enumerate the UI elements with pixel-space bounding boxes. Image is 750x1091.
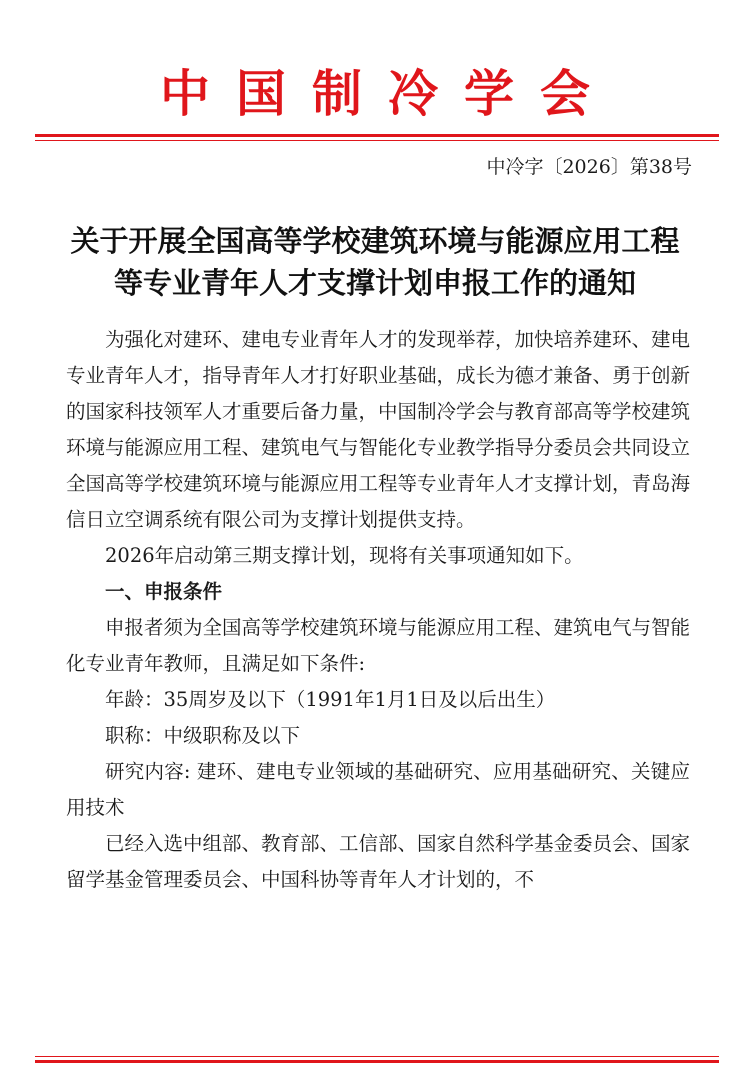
intro-paragraph: 为强化对建环、建电专业青年人才的发现举荐，加快培养建环、建电专业青年人才，指导青年人才打好职业基础，成长为德才兼备、勇于创新的国家科技领军人才重要后备力量，中国制冷学会与教育部高等学校建筑环境与能源应用工程、建筑电气与智能化专业教学指导分委员会共同设立全国高等学校建筑环境与能源应用工程等专业青年人才支撑计划，青岛海信日立空调系统有限公司为支撑计划提供支持。 [66, 328, 691, 531]
requirement-intro: 申报者须为全国高等学校建筑环境与能源应用工程、建筑电气与智能化专业青年教师，且满足如下条件: [66, 616, 691, 675]
footer-rule-thick [35, 1060, 719, 1063]
section-heading: 一、申报条件 [105, 580, 223, 603]
doc-number: 中冷字〔2026〕第38号 [486, 156, 692, 178]
title-requirement: 职称：中级职称及以下 [105, 724, 301, 747]
org-name: 中国制冷学会 [160, 64, 616, 123]
launch-paragraph: 2026年启动第三期支撑计划，现将有关事项通知如下。 [105, 544, 584, 567]
age-requirement: 年龄：35周岁及以下（1991年1月1日及以后出生） [105, 688, 556, 711]
doc-title-line-1: 关于开展全国高等学校建筑环境与能源应用工程 [70, 224, 680, 258]
research-requirement: 研究内容: 建环、建电专业领域的基础研究、应用基础研究、关键应用技术 [66, 760, 690, 819]
header-rule-thin [35, 140, 719, 141]
exclusion-paragraph: 已经入选中组部、教育部、工信部、国家自然科学基金委员会、国家留学基金管理委员会、中国科协等青年人才计划的，不 [66, 832, 691, 891]
header-rule-thick [35, 134, 719, 137]
doc-body [66, 322, 690, 898]
doc-title-line-2: 等专业青年人才支撑计划申报工作的通知 [113, 266, 636, 300]
footer-rule-thin [35, 1056, 719, 1057]
doc-title [40, 220, 710, 304]
